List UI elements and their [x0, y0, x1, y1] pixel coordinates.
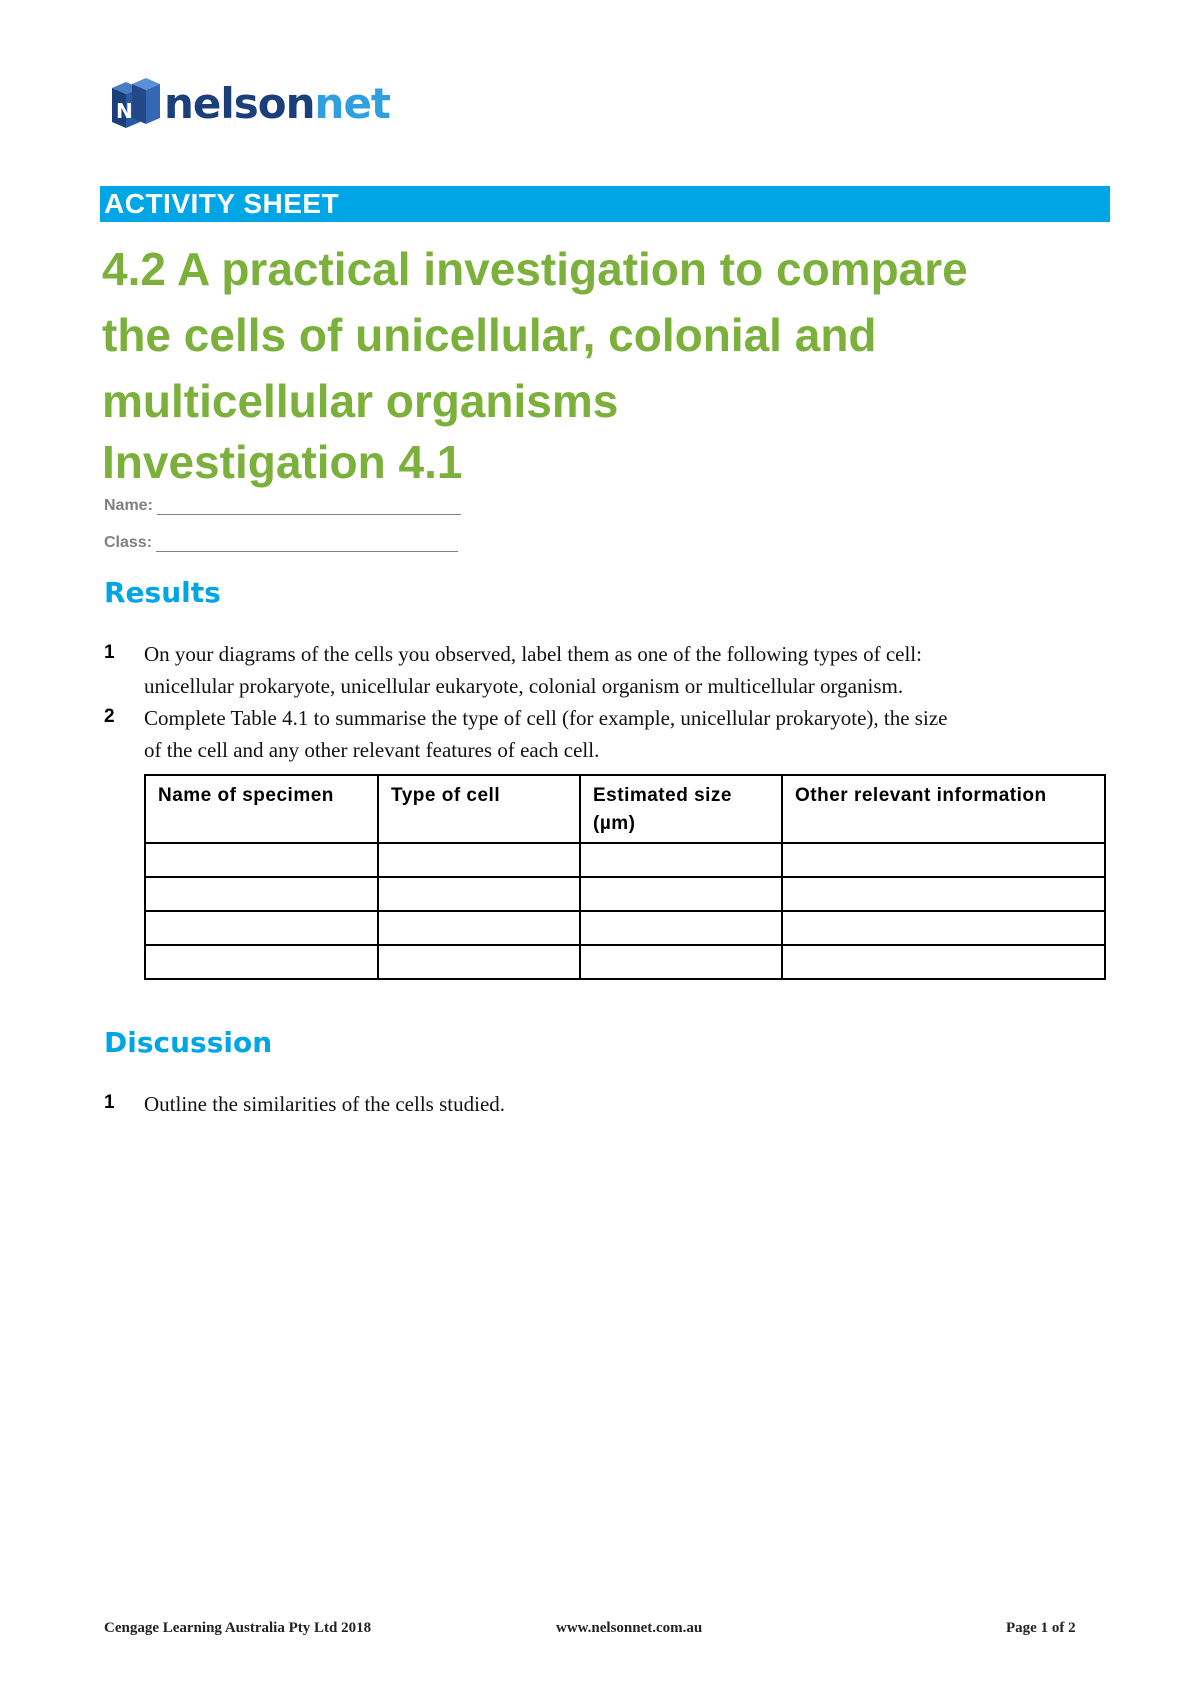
question-text — [144, 702, 1114, 766]
question-line: unicellular prokaryote, unicellular eukaryote, colonial organism or multicellular organism. — [144, 674, 904, 698]
results-heading: Results — [104, 576, 221, 609]
question-number: 1 — [104, 1092, 115, 1113]
table-header-row — [145, 775, 1105, 843]
question-text: Outline the similarities of the cells studied. — [144, 1092, 506, 1116]
table-header-cell: Estimated size (µm) — [580, 775, 782, 843]
table-row — [145, 877, 1105, 911]
table-header-cell: Name of specimen — [145, 775, 378, 843]
nelson-cubes-icon — [108, 74, 172, 136]
table-cell[interactable] — [580, 911, 782, 945]
table-cell[interactable] — [378, 877, 580, 911]
name-field — [104, 496, 461, 515]
page-title — [102, 236, 1122, 434]
logo-wordmark: nelsonnet — [164, 79, 391, 128]
table-cell[interactable] — [782, 911, 1105, 945]
table-cell[interactable] — [580, 945, 782, 979]
footer-website-link[interactable]: www.nelsonnet.com.au — [556, 1620, 703, 1636]
table-cell[interactable] — [378, 945, 580, 979]
discussion-heading: Discussion — [104, 1026, 273, 1059]
table-cell[interactable] — [145, 945, 378, 979]
table-header-cell: Other relevant information — [782, 775, 1105, 843]
banner-label: ACTIVITY SHEET — [104, 188, 340, 219]
table-cell[interactable] — [580, 877, 782, 911]
class-label: Class: — [104, 534, 153, 551]
class-input-line[interactable] — [156, 533, 458, 552]
table-cell[interactable] — [782, 945, 1105, 979]
table-row — [145, 843, 1105, 877]
footer-copyright: Cengage Learning Australia Pty Ltd 2018 — [104, 1620, 372, 1636]
name-input-line[interactable] — [157, 496, 461, 515]
table-cell[interactable] — [145, 843, 378, 877]
table-cell[interactable] — [782, 877, 1105, 911]
table-header-cell: Type of cell — [378, 775, 580, 843]
question-line: of the cell and any other relevant features of each cell. — [144, 738, 600, 762]
svg-text:N: N — [116, 99, 133, 123]
question-text — [144, 638, 1114, 702]
question-line: On your diagrams of the cells you observed, label them as one of the following types of cell: — [144, 642, 922, 666]
table-cell[interactable] — [580, 843, 782, 877]
title-line: multicellular organisms — [102, 375, 619, 427]
investigation-subtitle: Investigation 4.1 — [102, 436, 463, 488]
table-cell[interactable] — [145, 877, 378, 911]
question-number: 1 — [104, 642, 115, 663]
footer-page-number: Page 1 of 2 — [1006, 1620, 1076, 1636]
table-cell[interactable] — [145, 911, 378, 945]
question-number: 2 — [104, 706, 115, 727]
question-line: Complete Table 4.1 to summarise the type of cell (for example, unicellular prokaryote), the size — [144, 706, 948, 730]
nelsonnet-logo — [108, 72, 408, 142]
table-cell[interactable] — [378, 911, 580, 945]
title-line: the cells of unicellular, colonial and — [102, 309, 877, 361]
name-label: Name: — [104, 497, 153, 514]
table-cell[interactable] — [378, 843, 580, 877]
table-row — [145, 945, 1105, 979]
class-field — [104, 533, 458, 552]
results-table — [144, 774, 1106, 980]
title-line: 4.2 A practical investigation to compare — [102, 243, 968, 295]
table-cell[interactable] — [782, 843, 1105, 877]
table-row — [145, 911, 1105, 945]
activity-sheet-banner — [100, 186, 1110, 222]
